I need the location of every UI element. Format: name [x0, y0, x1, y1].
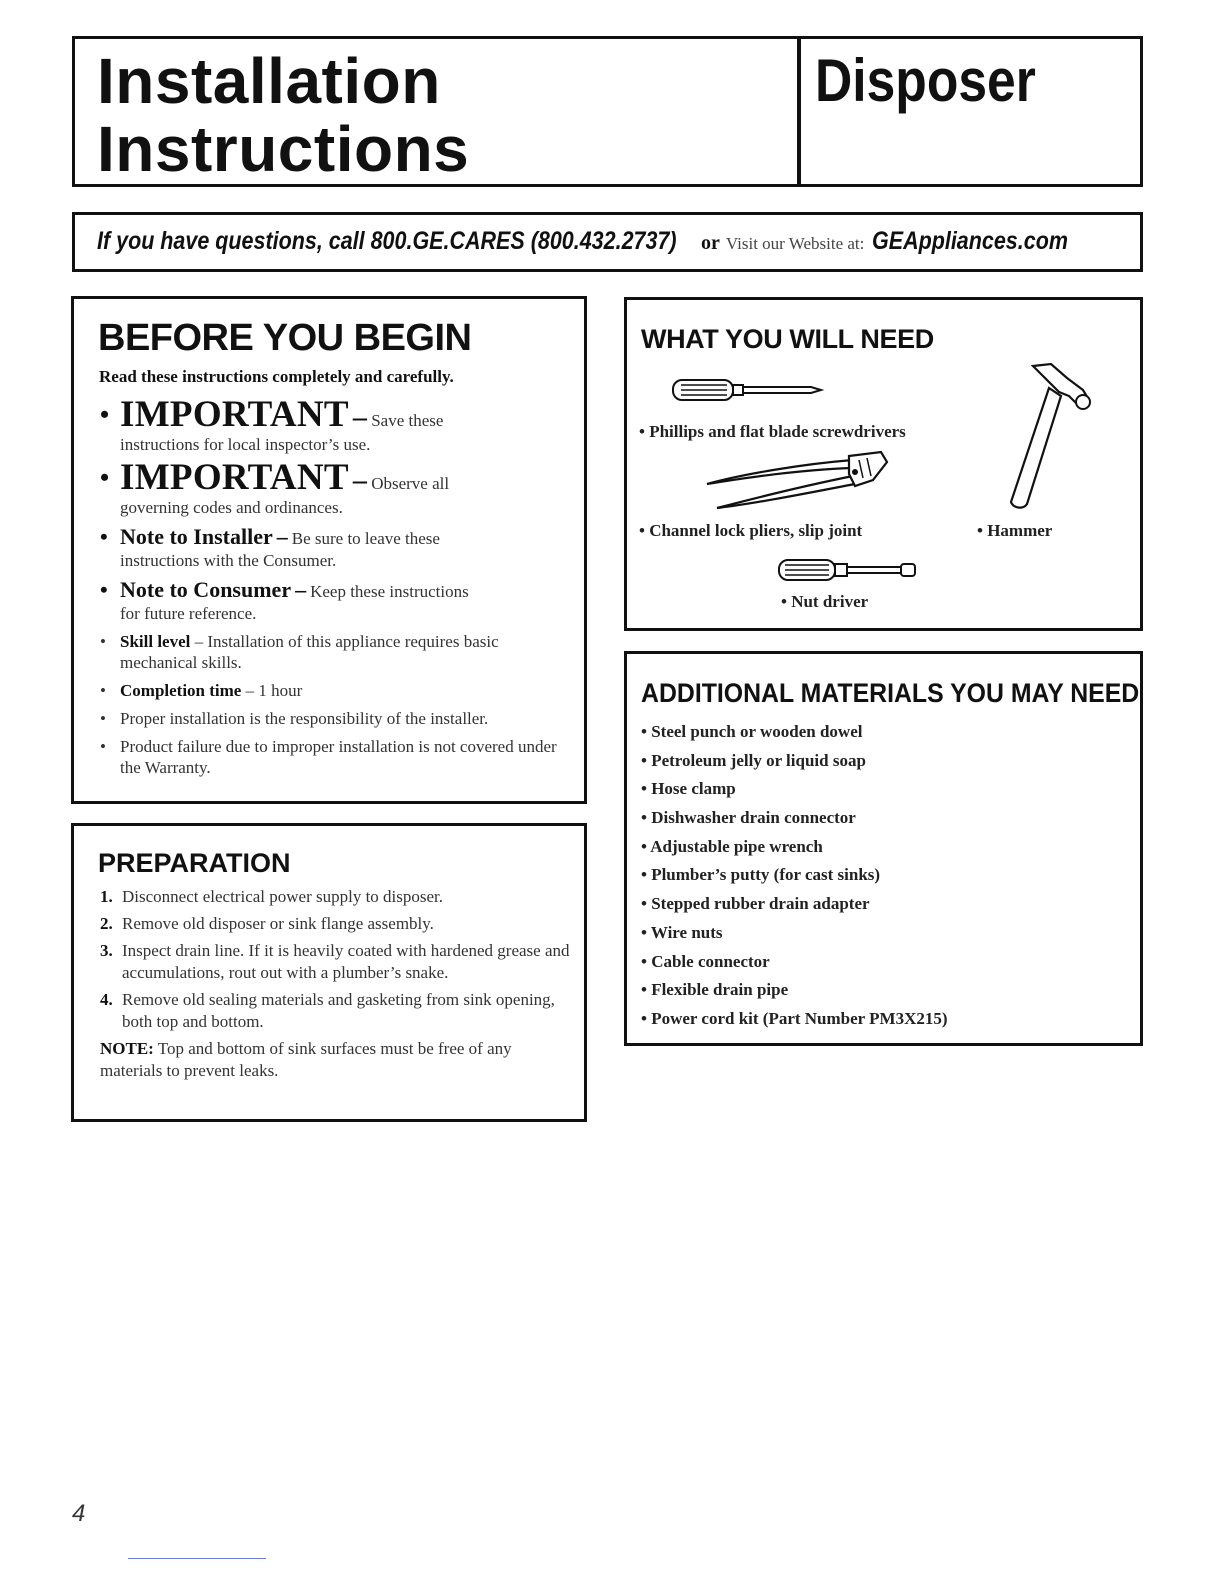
pliers-icon	[703, 450, 893, 522]
section-title: WHAT YOU WILL NEED	[641, 324, 934, 354]
list-item: • Skill level – Installation of this appliance requires basic mechanical skills.	[100, 632, 499, 672]
list-item: • Dishwasher drain connector	[641, 808, 856, 828]
product-name: Disposer	[815, 47, 1036, 114]
footer-divider	[128, 1558, 266, 1559]
list-item: • Adjustable pipe wrench	[641, 836, 823, 856]
contact-or: or	[701, 232, 720, 254]
materials-list	[641, 718, 948, 1034]
list-item: • Steel punch or wooden dowel	[641, 722, 863, 741]
preparation-section	[71, 823, 587, 1122]
title-line-1: Installation	[97, 45, 441, 117]
step-item: 4. Remove old sealing materials and gasketing from sink opening, both top and bottom.	[100, 990, 555, 1031]
section-title: BEFORE YOU BEGIN	[98, 317, 472, 359]
tool-label-pliers: • Channel lock pliers, slip joint	[639, 521, 863, 540]
list-item: • Note to Consumer – Keep these instructions for future reference.	[100, 577, 469, 623]
before-you-begin-section	[71, 296, 587, 804]
screwdriver-icon	[671, 374, 831, 406]
preparation-steps	[100, 886, 570, 1082]
contact-banner	[72, 212, 1143, 272]
step-item: 1. Disconnect electrical power supply to disposer.	[100, 887, 444, 906]
list-item: • Cable connector	[641, 951, 770, 971]
list-item: • Hose clamp	[641, 779, 736, 799]
header-product-box	[797, 36, 1143, 187]
tool-label-nut-driver: • Nut driver	[781, 592, 869, 611]
list-item: • Product failure due to improper installation is not covered under the Warranty.	[100, 737, 557, 777]
step-item: 3. Inspect drain line. If it is heavily coated with hardened grease and accumulations, rout out with a plumber’s snake.	[100, 941, 570, 982]
hammer-icon	[999, 362, 1099, 512]
tool-label-hammer: • Hammer	[977, 521, 1053, 540]
preparation-note: NOTE: Top and bottom of sink surfaces must be free of any materials to prevent leaks.	[100, 1039, 512, 1080]
list-item: • Power cord kit (Part Number PM3X215)	[641, 1008, 948, 1028]
step-item: 2. Remove old disposer or sink flange assembly.	[100, 914, 434, 933]
website-link[interactable]: GEAppliances.com	[872, 227, 1069, 255]
contact-line	[97, 227, 1100, 256]
title-line-2: Instructions	[97, 113, 470, 185]
section-title: ADDITIONAL MATERIALS YOU MAY NEED	[641, 678, 1140, 708]
header-title-box	[72, 36, 801, 187]
contact-question: If you have questions, call 800.GE.CARES (800.432.2737)	[97, 227, 677, 255]
list-item: • Plumber’s putty (for cast sinks)	[641, 865, 881, 885]
page-number: 4	[72, 1500, 86, 1527]
what-you-will-need-section	[624, 297, 1143, 631]
document-title	[97, 47, 469, 183]
list-item: • IMPORTANT – Observe all governing codes and ordinances.	[100, 457, 450, 517]
nut-driver-icon	[777, 554, 927, 588]
contact-visit: Visit our Website at:	[725, 234, 865, 253]
tool-label-screwdrivers: • Phillips and flat blade screwdrivers	[639, 422, 906, 441]
list-item: • Note to Installer – Be sure to leave these instructions with the Consumer.	[100, 524, 440, 570]
list-item: • Stepped rubber drain adapter	[641, 894, 870, 914]
list-item: • Completion time – 1 hour	[100, 681, 303, 700]
list-item: • Wire nuts	[641, 922, 723, 942]
additional-materials-section	[624, 651, 1143, 1046]
before-list	[98, 394, 568, 778]
list-item: • Flexible drain pipe	[641, 980, 789, 1000]
list-item: • IMPORTANT – Save these instructions for local inspector’s use.	[100, 394, 444, 454]
lead-text: Read these instructions completely and carefully.	[99, 367, 454, 386]
list-item: • Proper installation is the responsibility of the installer.	[100, 709, 489, 728]
section-title: PREPARATION	[98, 848, 291, 878]
list-item: • Petroleum jelly or liquid soap	[641, 750, 866, 770]
